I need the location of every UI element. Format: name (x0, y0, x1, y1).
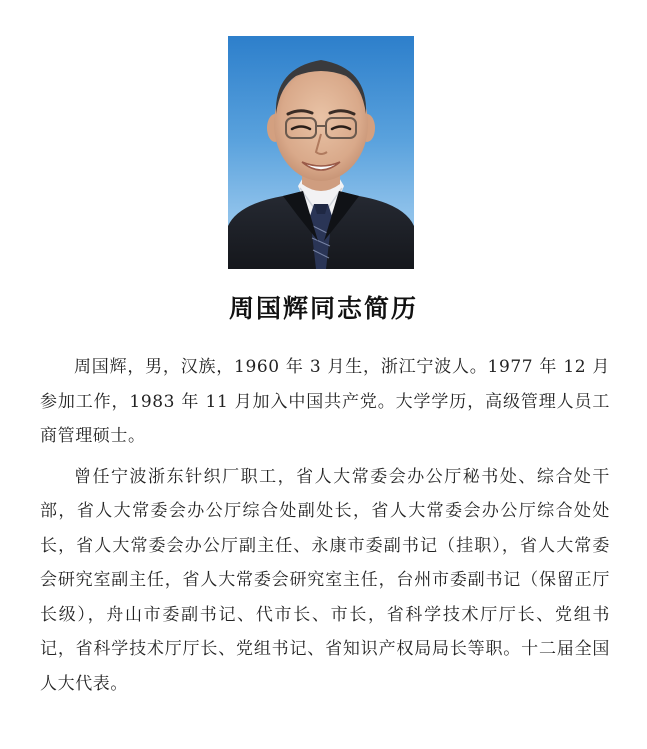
portrait-photo (228, 36, 414, 269)
page-title: 周国辉同志简历 (228, 294, 418, 323)
paragraph-basic-info: 周国辉，男，汉族，1960 年 3 月生，浙江宁波人。1977 年 12 月参加工作，1983 年 11 月加入中国共产党。大学学历，高级管理人员工商管理硕士。 (40, 357, 610, 446)
paragraph-career: 曾任宁波浙东针织厂职工，省人大常委会办公厅秘书处、综合处干部，省人大常委会办公厅综合处副处长，省人大常委会办公厅综合处处长，省人大常委会办公厅副主任、永康市委副书记（挂职），省人大常委会研究室副主任，省人大常委会研究室主任，台州市委副书记（保留正厅长级），舟山市委副书记、代市长、市长，省科学技术厅厅长、党组书记，省科学技术厅厅长、党组书记、省知识产权局局长等职。十二届全国人大代表。 (40, 466, 610, 694)
resume-body (40, 350, 610, 707)
